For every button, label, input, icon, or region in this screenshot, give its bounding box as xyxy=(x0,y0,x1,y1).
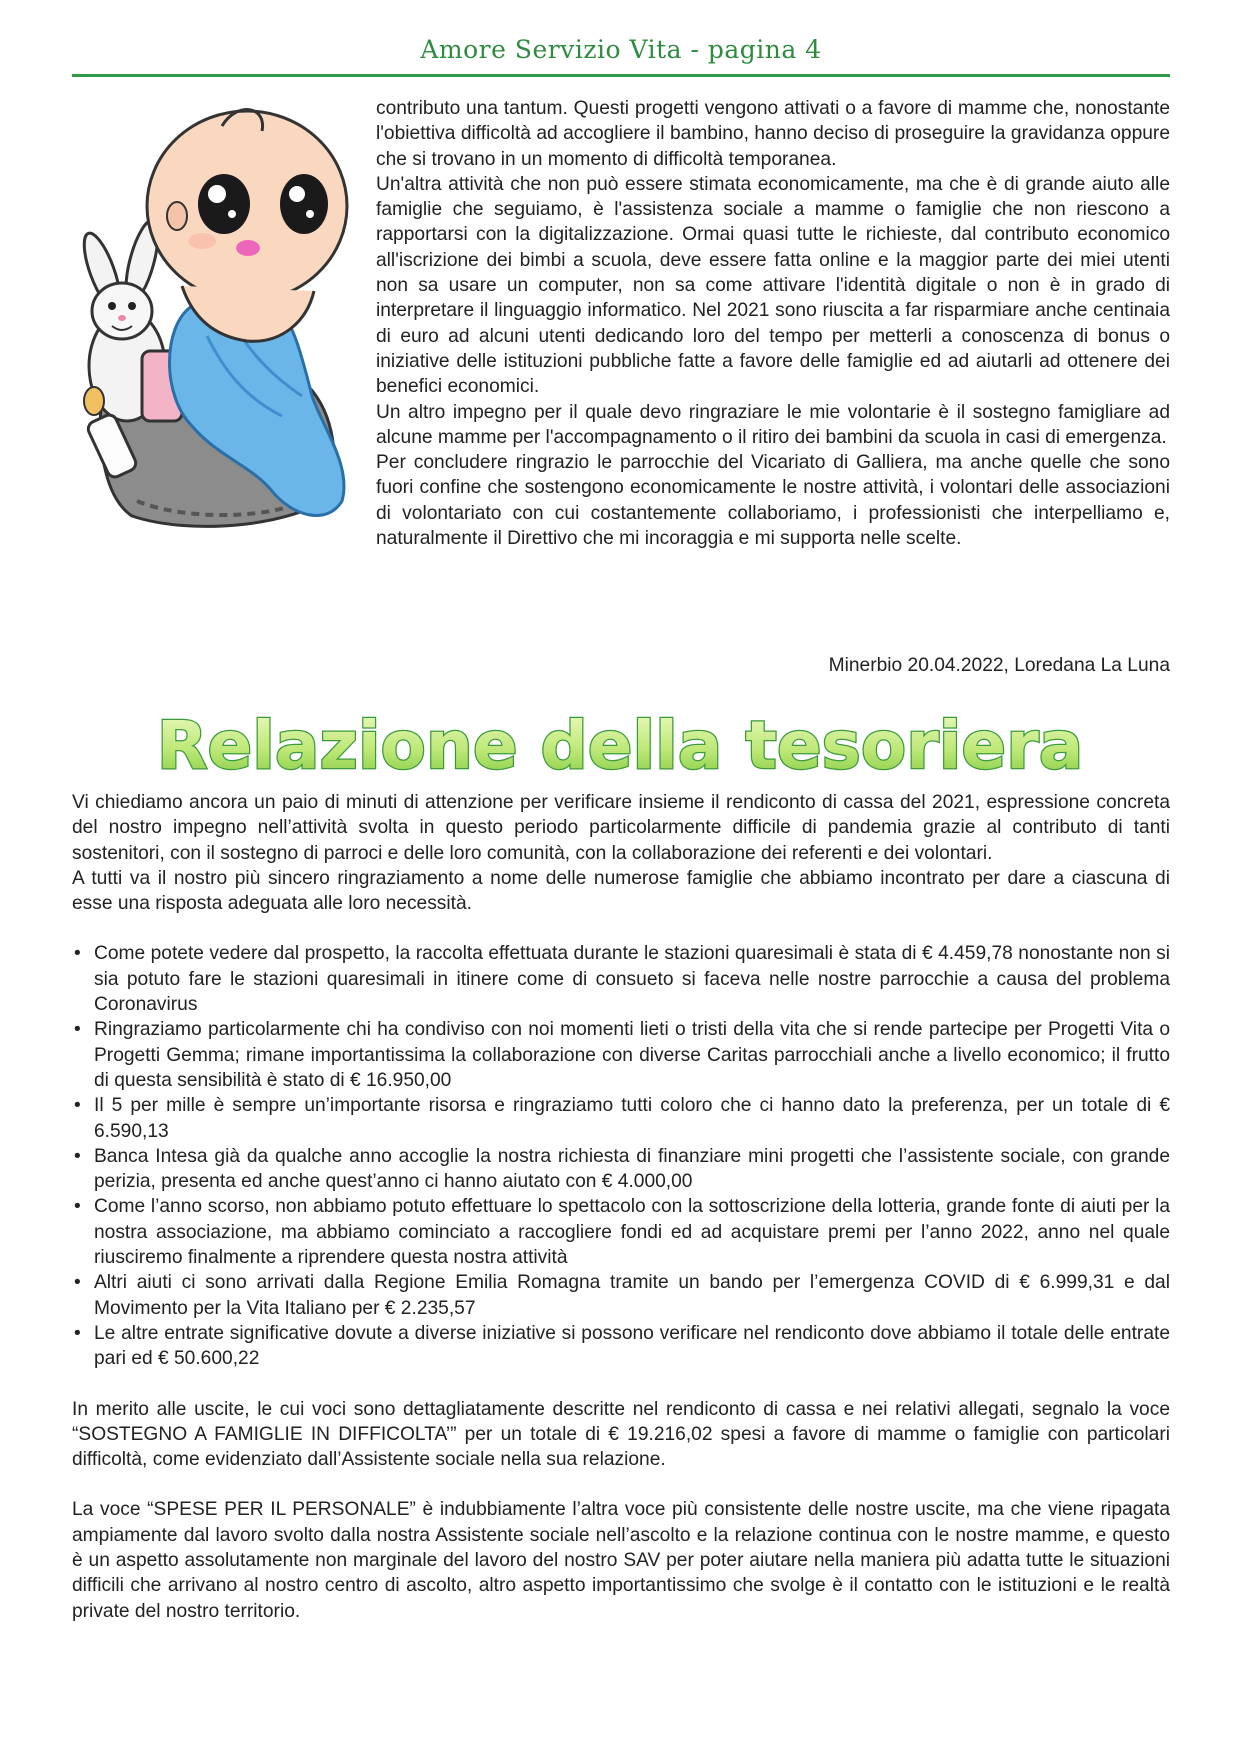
baby-with-bunny-icon xyxy=(42,96,358,544)
report-intro-paragraph: A tutti va il nostro più sincero ringraziamento a nome delle numerose famiglie che abbiamo incontrato per dare a ciascuna di esse una risposta adeguata alle loro necessità. xyxy=(72,867,1170,915)
list-item: • Altri aiuti ci sono arrivati dalla Regione Emilia Romagna tramite un bando per l’emergenza COVID di € 6.999,31 e dal Movimento per la Vita Italiano per € 2.235,57 xyxy=(94,1270,1170,1321)
article-paragraph: Un altro impegno per il quale devo ringraziare le mie volontarie è il sostegno famigliare ad alcune mamme per l'accompagnamento o il ritiro dei bambini da scuola in casi di emergenza. xyxy=(376,401,1170,448)
report-closing-paragraph: In merito alle uscite, le cui voci sono dettagliatamente descritte nel rendiconto di cassa e nei relativi allegati, segnalo la voce “SOSTEGNO A FAMIGLIE IN DIFFICOLTA’” per un totale di € 19.216,02 spesi a favore di mamme o famiglie con particolari difficoltà, come evidenziato dall’Assistente sociale nella sua relazione. xyxy=(72,1398,1170,1471)
article-paragraph: Un'altra attività che non può essere stimata economicamente, ma che è di grande aiuto alle famiglie che seguiamo, è l'assistenza sociale a mamme o famiglie che non riescono a rapportarsi con la digitalizzazione. Ormai quasi tutte le richieste, dal contributo economico all'iscrizione dei bimbi a scuola, deve essere fatta online e la maggior parte dei miei utenti non sa usare un computer, non sa come attivare l'identità digitale o non è in grado di interpretare il linguaggio informatico. Nel 2021 sono riuscita a far risparmiare anche centinaia di euro ad alcuni utenti dedicando loro del tempo per metterli a conoscenza di bonus o iniziative delle istituzioni pubbliche fatte a favore delle famiglie ed ad aiutarli ad ottenere dei benefici economici. xyxy=(376,173,1170,398)
list-item: • Banca Intesa già da qualche anno accoglie la nostra richiesta di finanziare mini progetti che l’assistente sociale, con grande perizia, presenta ed anche quest’anno ci hanno aiutato con € 4.000,00 xyxy=(94,1144,1170,1195)
baby-illustration xyxy=(42,96,358,544)
section-title-text: Relazione della tesoriera xyxy=(156,707,1084,784)
section-title xyxy=(0,690,1241,790)
list-item: • Il 5 per mille è sempre un’importante risorsa e ringraziamo tutti coloro che ci hanno dato la preferenza, per un totale di € 6.590,13 xyxy=(94,1093,1170,1144)
page-header xyxy=(72,30,1170,77)
article-signature: Minerbio 20.04.2022, Loredana La Luna xyxy=(828,655,1170,676)
report-closing-paragraph: La voce “SPESE PER IL PERSONALE” è indubbiamente l’altra voce più consistente delle nostre uscite, ma che viene ripagata ampiamente dal lavoro svolto dalla nostra Assistente sociale nell’ascolto e la relazione continua con le nostre mamme, e questo è un aspetto assolutamente non marginale del lavoro del nostro SAV per poter aiutare nella maniera più adatta tutte le situazioni difficili che arrivano al nostro centro di ascolto, altro aspetto importantissimo che svolge è il contatto con le istituzioni e le realtà private del nostro territorio. xyxy=(72,1499,1170,1622)
list-item: • Ringraziamo particolarmente chi ha condiviso con noi momenti lieti o tristi della vita che si rende partecipe per Progetti Vita o Progetti Gemma; rimane importantissima la collaborazione con diverse Caritas parrocchiali anche a livello economico; il frutto di questa sensibilità è stato di € 16.950,00 xyxy=(94,1017,1170,1093)
list-item: • Come potete vedere dal prospetto, la raccolta effettuata durante le stazioni quaresimali è stata di € 4.459,78 nonostante non si sia potuto fare le stazioni quaresimali in itinere come di consueto si faceva nelle nostre parrocchie a causa del problema Coronavirus xyxy=(94,941,1170,1017)
article-paragraph: Per concludere ringrazio le parrocchie del Vicariato di Galliera, ma anche quelle che sono fuori confine che sostengono economicamente le nostre attività, i volontari delle associazioni di volontariato con cui costantemente collaboriamo, i professionisti che interpelliamo e, naturalmente il Direttivo che mi incoraggia e mi supporta nelle scelte. xyxy=(376,452,1170,550)
page-header-title: Amore Servizio Vita - pagina 4 xyxy=(420,35,822,64)
treasurer-report xyxy=(72,790,1170,1624)
social-worker-article xyxy=(72,96,1170,551)
article-paragraph: contributo una tantum. Questi progetti vengono attivati o a favore di mamme che, nonostante l'obiettiva difficoltà ad accogliere il bambino, hanno deciso di proseguire la gravidanza oppure che si trovano in un momento di difficoltà temporanea. xyxy=(376,98,1170,170)
income-list xyxy=(72,941,1170,1371)
list-item: • Le altre entrate significative dovute a diverse iniziative si possono verificare nel rendiconto dove abbiamo il totale delle entrate pari ed € 50.600,22 xyxy=(94,1321,1170,1372)
list-item: • Come l’anno scorso, non abbiamo potuto effettuare lo spettacolo con la sottoscrizione della lotteria, grande fonte di aiuti per la nostra associazione, ma abbiamo cominciato a raccogliere fondi ed ad acquistare premi per l’anno 2022, anno nel quale riusciremo finalmente a riprendere questa nostra attività xyxy=(94,1194,1170,1270)
report-intro-paragraph: Vi chiediamo ancora un paio di minuti di attenzione per verificare insieme il rendiconto di cassa del 2021, espressione concreta del nostro impegno nell’attività svolta in questo periodo particolarmente difficile di pandemia grazie al contributo di tanti sostenitori, con il sostegno di parroci e delle loro comunità, con la collaborazione dei referenti e dei volontari. xyxy=(72,792,1170,864)
